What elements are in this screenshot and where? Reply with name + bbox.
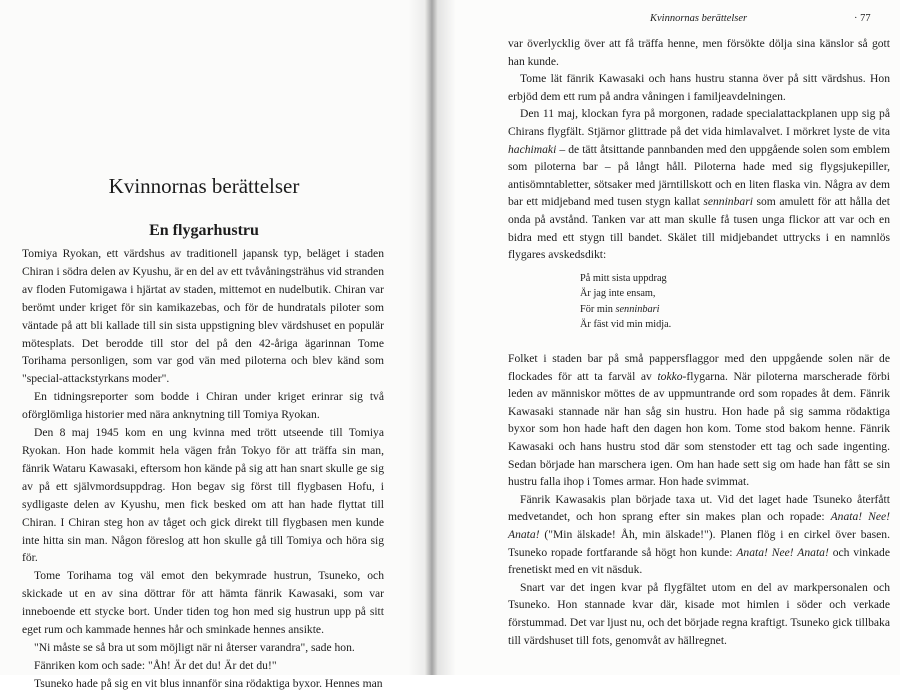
page-number: · 77	[854, 13, 871, 24]
paragraph	[508, 491, 890, 579]
poem-line	[580, 302, 671, 317]
paragraph: var överlycklig över att få träffa henne, men försökte dölja sina känslor så gott han kunde.	[508, 37, 890, 68]
text-run: som amulett för att hålla det onda på avstånd. Tanken var att man skulle få tusen unga flickor att var och en bidra med ett stygn till bandet. Skälet till midjebandet uttrycks i en namnlös flygares avskedsdikt:	[508, 195, 890, 262]
italic-term: hachimaki	[508, 142, 557, 156]
paragraph: Tsuneko hade på sig en vit blus innanför sina rödaktiga byxor. Hennes man	[34, 676, 383, 690]
paragraph: Den 8 maj 1945 kom en ung kvinna med trött utseende till Tomiya Ryokan. Hon hade kommit hela vägen från Tokyo för att träffa sin man, fänrik Wataru Kawasaki, eftersom hon kände på sig att han snart skulle ge sig av på ett självmordsuppdrag. Hon begav sig först till flygbasen Hofu, i sydligaste delen av Kyushu, men fick besked om att han hade flyttat till Chiran. I Chiran steg hon av tåget och gick direkt till flygbasen men kunde inte hitta sin man. Någon föreslog att hon skulle gå till Tomiya och höra sig för.	[22, 426, 384, 565]
section-title: En flygarhustru	[149, 222, 259, 239]
text-run: – de tätt åtsittande pannbanden med den uppgående solen som emblem som piloterna bar – på långt håll. Piloterna hade med sig flygsjukepiller, antisömntabletter, sötsaker med järntillskott och en liten flaska vin. Några av dem bar ett midjeband med tusen stygn kallat	[508, 142, 890, 209]
paragraph	[508, 350, 890, 491]
text-run: Den 11 maj, klockan fyra på morgonen, radade specialattackplanen upp sig på Chirans flygfält. Stjärnor glittrade på det vida himlavalvet. I mörkret lyste de vita	[508, 107, 890, 138]
running-head: Kvinnornas berättelser	[650, 13, 748, 24]
right-body-text-bottom	[508, 350, 890, 649]
italic-shout: Anata! Nee! Anata!	[736, 545, 829, 559]
paragraph: Tome Torihama tog väl emot den bekymrade hustrun, Tsuneko, och skickade ut en av sina döttrar för att hämta fänrik Kawasaki, som var inneboende ett stycke bort. Under tiden tog hon med sig hustrun upp på sitt eget rum och kammade hennes hår och sminkade hennes ansikte.	[22, 569, 384, 637]
italic-term: senninbari	[703, 195, 753, 209]
text-run: För min	[580, 303, 616, 315]
paragraph: Snart var det ingen kvar på flygfältet utom en del av markpersonalen och Tsuneko. Hon stannade kvar där, kisade mot himlen i söder och verkade förstummad. Det var ljust nu, och det började regna kraftigt. Tsuneko gick tillbaka till värdshuset till fots, genomvåt av hällregnet.	[508, 580, 890, 647]
left-body-text	[22, 245, 384, 693]
paragraph: En tidningsreporter som bodde i Chiran under kriget erinrar sig två oförglömliga historier med nära anknytning till Tomiya Ryokan.	[22, 390, 384, 422]
text-run: -flygarna. När piloterna marscherade förbi leden av människor möttes de av uppmuntrande ord som ropades åt dem. Fänrik Kawasaki stannade när han såg sin hustru. Hon hade på sig samma rödaktiga byxor som hon hade haft den dagen hon kom. Tome stod bakom henne. Fänrik Kawasaki och hans hustru stod där som stenstoder ett tag och sade ingenting. Sedan började han marschera igen. Om han hade sett sig om hade han fått se sin hustru falla ihop i Tomes armar. Hon hade svimmat.	[508, 369, 890, 489]
poem-line: Är jag inte ensam,	[580, 288, 656, 300]
text-run: och vinkade frenetiskt med en vit näsduk.	[508, 545, 890, 577]
text-run: ("Min älskade! Åh, min älskade!"). Planen flög i en cirkel över basen. Tsuneko ropade fortfarande så högt hon kunde:	[508, 527, 890, 559]
paragraph: Fänriken kom och sade: "Åh! Är det du! Är det du!"	[34, 658, 277, 672]
right-body-text-top	[508, 35, 890, 264]
text-run: Folket i staden bar på små pappersflaggor med den uppgående solen när de flockades för att ta farväl av	[508, 352, 890, 383]
italic-shout: Anata! Nee! Anata!	[508, 510, 890, 541]
text-run: Fänrik Kawasakis plan började taxa ut. Vid det laget hade Tsuneko återfått medvetandet, och hon sprang efter sin makes plan och ropade:	[508, 492, 890, 524]
chapter-title: Kvinnornas berättelser	[108, 174, 300, 198]
paragraph: "Ni måste se så bra ut som möjligt när ni återser varandra", sade hon.	[34, 640, 355, 654]
italic-term: senninbari	[615, 303, 660, 315]
book-gutter-shadow	[408, 0, 456, 675]
paragraph: Tome lät fänrik Kawasaki och hans hustru stanna över på sitt värdshus. Hon erbjöd dem ett rum på andra våningen i familjeavdelningen.	[508, 72, 890, 103]
left-page	[0, 0, 432, 690]
poem-line: På mitt sista uppdrag	[580, 273, 667, 284]
farewell-poem	[580, 271, 671, 332]
paragraph	[508, 105, 890, 263]
paragraph: Tomiya Ryokan, ett värdshus av traditionell japansk typ, beläget i staden Chiran i södra delen av Kyushu, är en del av ett tvåvåningsträhus vid stranden av floden Futomigawa i hjärtat av staden, mittemot en nudelbutik. Chiran var berömt under kriget för sin kamikazebas, och för de hundratals piloter som väntade på att bli kallade till sin sista uppstigning blev värdshuset en populär mötesplats. Det berodde till stor del på den 42-åriga ägarinnan Tome Torihama personligen, som var god vän med piloterna och blev känd som "special-attackstyrkans moder".	[22, 247, 384, 386]
italic-term: tokko	[657, 369, 683, 383]
poem-line: Är fäst vid min midja.	[580, 318, 672, 330]
